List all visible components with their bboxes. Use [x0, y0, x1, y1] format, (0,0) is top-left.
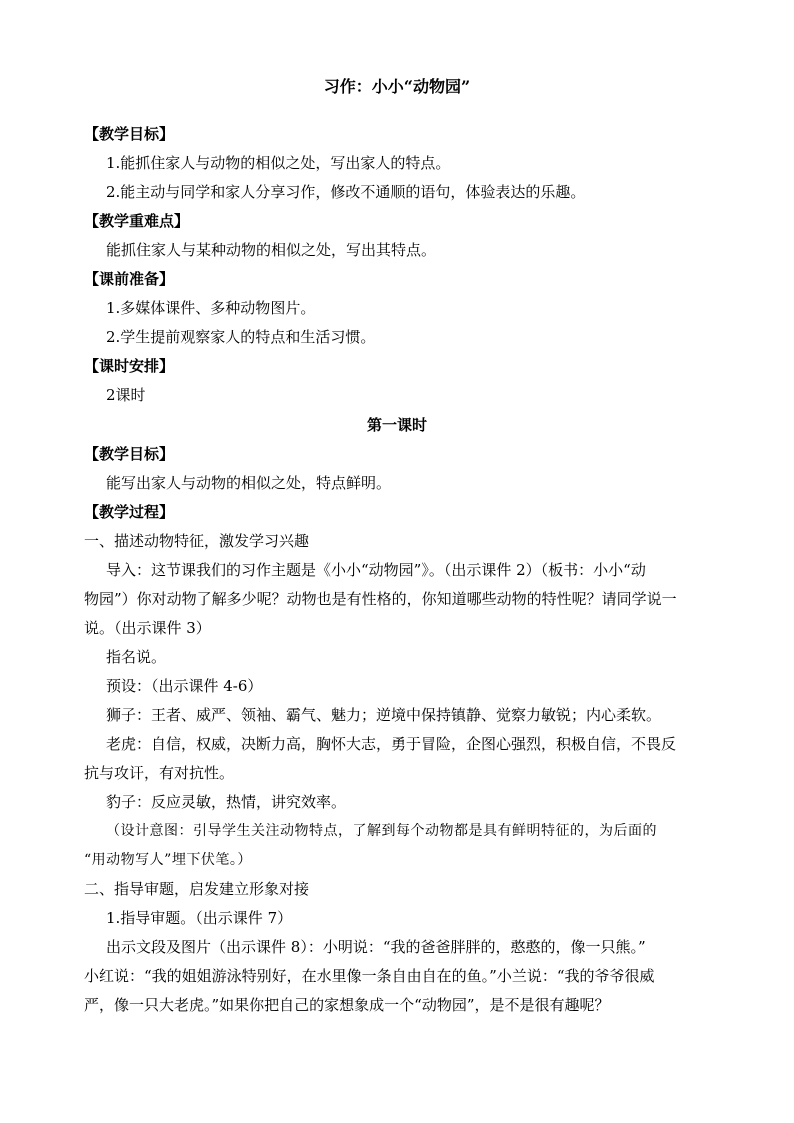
paragraph-line: 豹子：反应灵敏，热情，讲究效率。	[106, 793, 347, 811]
section-heading: 【教学过程】	[84, 503, 175, 521]
paragraph-line: 说。（出示课件 3）	[84, 619, 211, 637]
paragraph-line: 导入：这节课我们的习作主题是《小小“动物园”》。（出示课件 2）（板书：小小“动	[106, 561, 646, 579]
paragraph-line: 小红说：“我的姐姐游泳特别好，在水里像一条自由自在的鱼。”小兰说：“我的爷爷很威	[84, 967, 655, 985]
paragraph-line: 指名说。	[106, 648, 167, 666]
paragraph-line: 物园”）你对动物了解多少呢？动物也是有性格的，你知道哪些动物的特性呢？请同学说一	[84, 590, 677, 608]
paragraph-line: 抗与攻讦，有对抗性。	[84, 764, 235, 782]
paragraph-line: 能抓住家人与某种动物的相似之处，写出其特点。	[106, 241, 437, 259]
paragraph-line: 1.能抓住家人与动物的相似之处，写出家人的特点。	[106, 154, 451, 172]
section-heading: 【教学重难点】	[84, 212, 190, 230]
lesson-heading: 第一课时	[366, 416, 427, 434]
paragraph-line: 1.指导审题。（出示课件 7）	[106, 909, 293, 927]
paragraph-line: 2.能主动与同学和家人分享习作，修改不通顺的语句，体验表达的乐趣。	[106, 183, 586, 201]
section-heading: 【课时安排】	[84, 357, 175, 375]
design-note-line: “用动物写人”埋下伏笔。）	[84, 852, 252, 868]
section-heading: 【教学目标】	[84, 125, 175, 143]
paragraph-line: 1.多媒体课件、多种动物图片。	[106, 299, 316, 317]
step-heading: 一、描述动物特征，激发学习兴趣	[84, 532, 310, 550]
page-title: 习作：小小“动物园”	[323, 77, 471, 96]
paragraph-line: 2.学生提前观察家人的特点和生活习惯。	[106, 328, 376, 346]
paragraph-line: 出示文段及图片（出示课件 8）：小明说：“我的爸爸胖胖的，憨憨的，像一只熊。”	[106, 938, 646, 956]
section-heading: 【课前准备】	[84, 270, 175, 288]
paragraph-line: 2课时	[106, 386, 146, 404]
paragraph-line: 老虎：自信，权威，决断力高，胸怀大志，勇于冒险，企图心强烈，积极自信，不畏反	[106, 735, 677, 753]
paragraph-line: 狮子：王者、威严、领袖、霸气、魅力；逆境中保持镇静、觉察力敏锐；内心柔软。	[106, 706, 662, 724]
paragraph-line: 预设：（出示课件 4-6）	[106, 677, 263, 695]
paragraph-line: 能写出家人与动物的相似之处，特点鲜明。	[106, 474, 392, 492]
design-note-line: （设计意图：引导学生关注动物特点，了解到每个动物都是具有鲜明特征的，为后面的	[106, 823, 657, 839]
paragraph-line: 严，像一只大老虎。”如果你把自己的家想象成一个“动物园”，是不是很有趣呢？	[84, 996, 610, 1014]
step-heading: 二、指导审题，启发建立形象对接	[84, 880, 310, 898]
section-heading: 【教学目标】	[84, 445, 175, 463]
